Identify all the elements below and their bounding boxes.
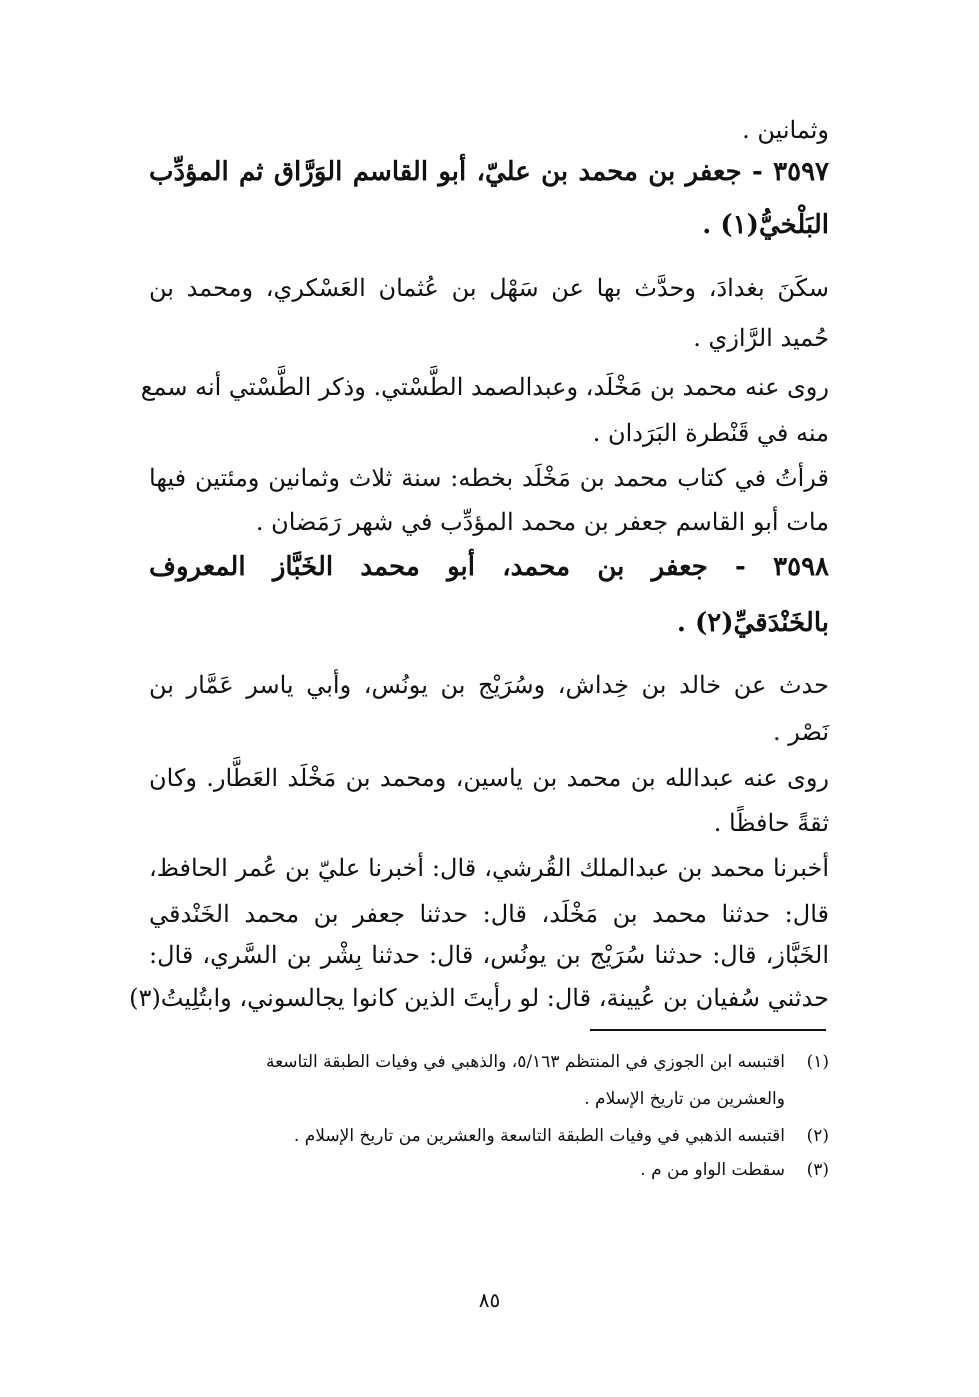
text-line-4: سكَنَ بغدادَ، وحدَّث بها عن سَهْل بن عُثمان العَسْكري، ومحمد بن	[149, 274, 829, 302]
footnote-1-text: اقتبسه ابن الجوزي في المنتظم ٥/١٦٣، والذهبي في وفيات الطبقة التاسعة	[265, 1052, 785, 1072]
text-line-15: ثقةً حافظًا .	[713, 809, 829, 837]
text-line-13: نَصْر .	[773, 718, 829, 746]
text-line-1: وثمانين .	[742, 116, 829, 144]
footnote-3-number: (٣)	[806, 1160, 829, 1180]
footnote-2-number: (٢)	[806, 1126, 829, 1146]
text-line-5: حُميد الرَّازي .	[693, 324, 829, 352]
footnote-1-number: (١)	[806, 1052, 829, 1072]
text-line-19: حدثني سُفيان بن عُيينة، قال: لو رأيتَ الذين كانوا يجالسوني، وابتُلِيتُ(٣)	[129, 984, 829, 1012]
text-line-6: روى عنه محمد بن مَخْلَد، وعبدالصمد الطَّسْتي. وذكر الطَّسْتي أنه سمع	[140, 373, 829, 401]
text-line-9: مات أبو القاسم جعفر بن محمد المؤدِّب في شهر رَمَضان .	[255, 508, 829, 536]
footnote-1	[139, 1050, 829, 1074]
text-line-18: الخَبَّاز، قال: حدثنا سُرَيْج بن يونُس، قال: حدثنا بِشْر بن السَّري، قال:	[149, 941, 830, 969]
footnote-2	[139, 1124, 829, 1148]
text-line-14: روى عنه عبدالله بن محمد بن ياسين، ومحمد بن مَخْلَد العَطَّار. وكان	[149, 764, 829, 792]
entry-3598-heading: ٣٥٩٨ - جعفر بن محمد، أبو محمد الخَبَّاز المعروف	[149, 552, 829, 582]
entry-3597-heading: ٣٥٩٧ - جعفر بن محمد بن عليّ، أبو القاسم الوَرَّاق ثم المؤدِّب	[149, 157, 829, 187]
entry-3598-heading-cont: بالخَنْدَقيِّ(٢) .	[676, 608, 829, 638]
text-line-7: منه في قَنْطرة البَرَدان .	[592, 419, 829, 447]
footnote-3-text: سقطت الواو من م .	[640, 1160, 785, 1180]
text-line-16: أخبرنا محمد بن عبدالملك القُرشي، قال: أخبرنا عليّ بن عُمر الحافظ،	[149, 854, 829, 882]
footnote-3	[139, 1158, 829, 1182]
footnote-2-text: اقتبسه الذهبي في وفيات الطبقة التاسعة والعشرين من تاريخ الإسلام .	[293, 1126, 785, 1146]
text-line-17: قال: حدثنا محمد بن مَخْلَد، قال: حدثنا جعفر بن محمد الخَنْدقي	[149, 900, 829, 928]
text-line-8: قرأتُ في كتاب محمد بن مَخْلَد بخطه: سنة ثلاث وثمانين ومئتين فيها	[149, 464, 829, 492]
footnote-separator	[590, 1029, 826, 1031]
entry-3597-heading-cont: البَلْخيُّ(١) .	[702, 210, 829, 240]
page-number: ٨٥	[478, 1288, 501, 1312]
text-line-12: حدث عن خالد بن خِداش، وسُرَيْج بن يونُس، وأبي ياسر عَمَّار بن	[149, 671, 829, 699]
footnote-1-text-cont: والعشرين من تاريخ الإسلام .	[584, 1089, 785, 1109]
